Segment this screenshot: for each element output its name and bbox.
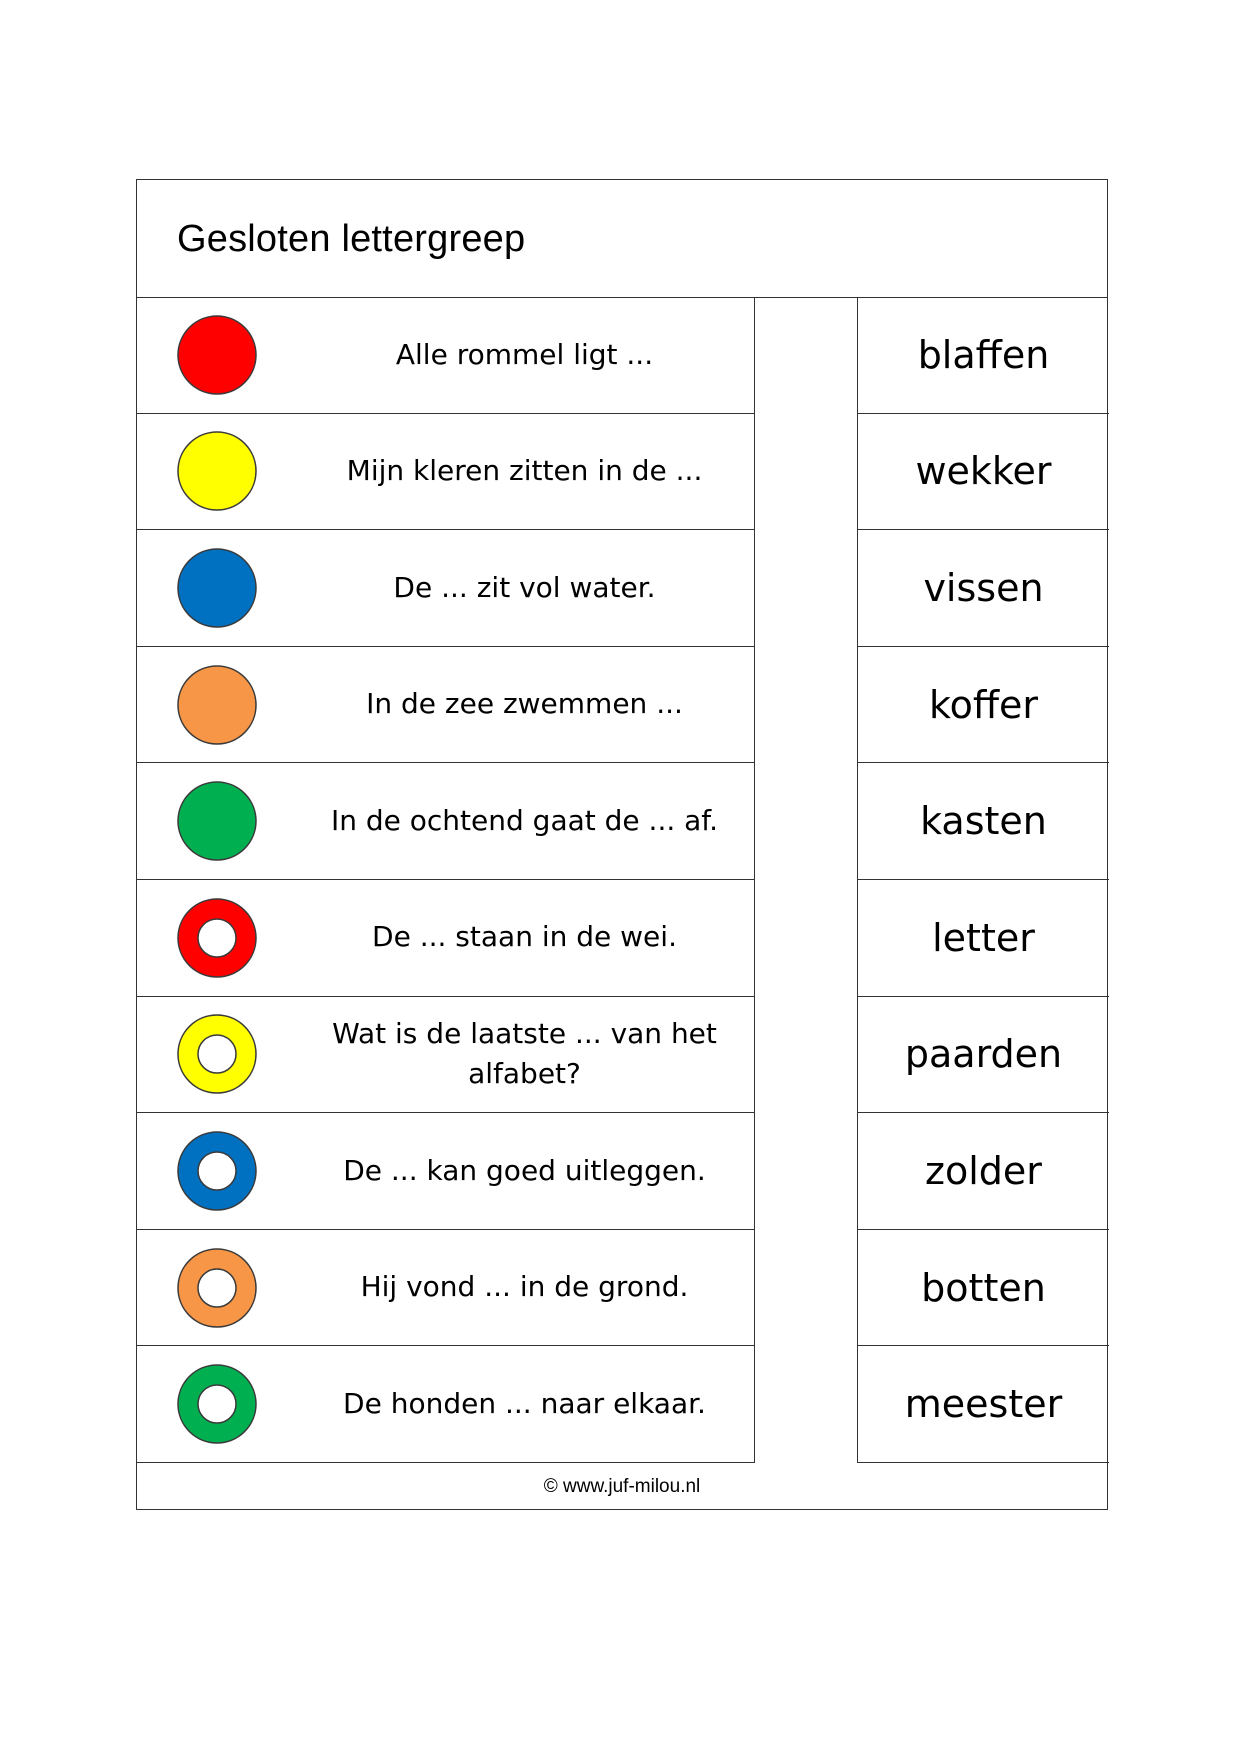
sentence-text: De ... staan in de wei.: [372, 920, 677, 954]
word-card: [857, 1230, 1109, 1347]
word-text: vissen: [923, 565, 1044, 610]
sentence-text: In de ochtend gaat de ... af.: [330, 803, 719, 837]
worksheet-title: Gesloten lettergreep: [177, 218, 526, 260]
sentence-text: De honden ... naar elkaar.: [343, 1386, 706, 1420]
word-card: [857, 530, 1109, 647]
ring-marker-icon: [176, 1247, 258, 1329]
word-text: blaffen: [917, 332, 1050, 377]
word-text: zolder: [925, 1148, 1042, 1193]
word-text: paarden: [904, 1032, 1063, 1077]
sentence-text: In de zee zwemmen ...: [366, 687, 683, 721]
sentence-text: Hij vond ... in de grond.: [360, 1270, 689, 1304]
sentence-row: [136, 1113, 755, 1230]
sentence-row: [136, 997, 755, 1114]
sentence-text: De ... kan goed uitleggen.: [343, 1153, 706, 1187]
word-card: [857, 1113, 1109, 1230]
circle-marker-icon: [176, 430, 258, 512]
ring-marker-icon: [176, 1363, 258, 1445]
ring-marker-icon: [176, 1013, 258, 1095]
ring-marker-icon: [176, 1130, 258, 1212]
sentence-row: [136, 880, 755, 997]
word-card: [857, 414, 1109, 531]
word-card: [857, 880, 1109, 997]
sentence-row: [136, 530, 755, 647]
word-text: koffer: [928, 682, 1039, 727]
circle-marker-icon: [176, 780, 258, 862]
sentence-text: De ... zit vol water.: [393, 570, 656, 604]
word-text: wekker: [915, 449, 1052, 494]
sentence-text: Mijn kleren zitten in de ...: [346, 454, 703, 488]
sentence-column: [136, 297, 755, 1463]
sentence-row: [136, 647, 755, 764]
sentence-row: [136, 1346, 755, 1463]
ring-marker-icon: [176, 897, 258, 979]
word-card: [857, 997, 1109, 1114]
circle-marker-icon: [176, 314, 258, 396]
word-card: [857, 763, 1109, 880]
sentence-row: [136, 297, 755, 414]
word-card: [857, 647, 1109, 764]
word-text: meester: [904, 1382, 1063, 1427]
word-card: [857, 1346, 1109, 1463]
sentence-text: Wat is de laatste ... van het alfabet?: [332, 1016, 717, 1091]
sentence-text: Alle rommel ligt ...: [395, 337, 654, 371]
worksheet: [136, 179, 1108, 1510]
word-text: letter: [932, 915, 1035, 960]
word-card: [857, 297, 1109, 414]
sentence-row: [136, 414, 755, 531]
word-text: kasten: [920, 799, 1047, 844]
word-column: [857, 297, 1109, 1463]
circle-marker-icon: [176, 547, 258, 629]
sentence-row: [136, 1230, 755, 1347]
sentence-row: [136, 763, 755, 880]
copyright-footer: © www.juf-milou.nl: [543, 1476, 701, 1497]
title-bar: [137, 180, 1107, 298]
circle-marker-icon: [176, 664, 258, 746]
word-text: botten: [921, 1265, 1046, 1310]
